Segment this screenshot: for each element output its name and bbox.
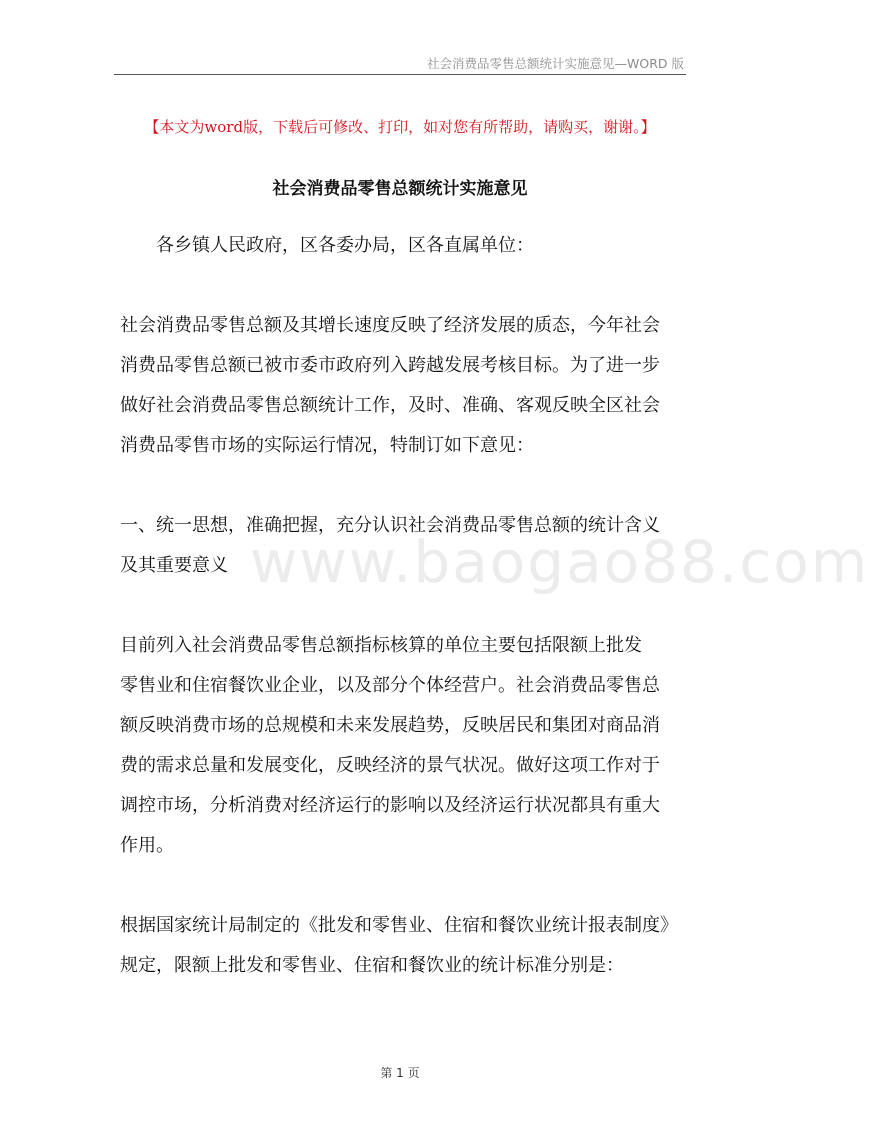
text-line: 额反映消费市场的总规模和未来发展趋势，反映居民和集团对商品消: [120, 715, 660, 736]
text-line: 费的需求总量和发展变化，反映经济的景气状况。做好这项工作对于: [120, 755, 660, 776]
paragraph-gap: [120, 586, 682, 626]
download-notice: 【本文为word版，下载后可修改、打印，如对您有所帮助，请购买，谢谢。】: [144, 118, 656, 136]
page-number: 第 1 页: [380, 1066, 420, 1080]
text-line: 消费品零售总额已被市委市政府列入跨越发展考核目标。为了进一步: [120, 355, 660, 376]
document-body: [120, 226, 682, 986]
text-line: 社会消费品零售总额及其增长速度反映了经济发展的质态，今年社会: [120, 315, 660, 336]
text-line: 零售业和住宿餐饮业企业，以及部分个体经营户。社会消费品零售总: [120, 675, 660, 696]
text-line: 消费品零售市场的实际运行情况，特制订如下意见：: [120, 435, 534, 456]
paragraph-1: [120, 306, 682, 466]
text-line: 规定，限额上批发和零售业、住宿和餐饮业的统计标准分别是：: [120, 955, 624, 976]
text-line: 一、统一思想，准确把握，充分认识社会消费品零售总额的统计含义: [120, 515, 660, 536]
paragraph-gap: [120, 266, 682, 306]
text-line: 做好社会消费品零售总额统计工作，及时、准确、客观反映全区社会: [120, 395, 660, 416]
section-heading-1: [120, 506, 682, 586]
paragraph-3: [120, 906, 682, 986]
watermark-text: www.baogao88.com: [250, 528, 869, 596]
text-line: 调控市场，分析消费对经济运行的影响以及经济运行状况都具有重大: [120, 795, 660, 816]
paragraph-gap: [120, 466, 682, 506]
paragraph-gap: [120, 866, 682, 906]
text-line: 根据国家统计局制定的《批发和零售业、住宿和餐饮业统计报表制度》: [120, 915, 678, 936]
text-line: 目前列入社会消费品零售总额指标核算的单位主要包括限额上批发: [120, 635, 642, 656]
header-divider: [114, 74, 686, 75]
document-title: 社会消费品零售总额统计实施意见: [272, 179, 528, 199]
running-header: 社会消费品零售总额统计实施意见—WORD 版: [427, 56, 684, 71]
salutation: 各乡镇人民政府，区各委办局，区各直属单位：: [156, 235, 534, 256]
text-line: 及其重要意义: [120, 555, 228, 576]
paragraph-2: [120, 626, 682, 866]
text-line: 作用。: [120, 835, 174, 856]
